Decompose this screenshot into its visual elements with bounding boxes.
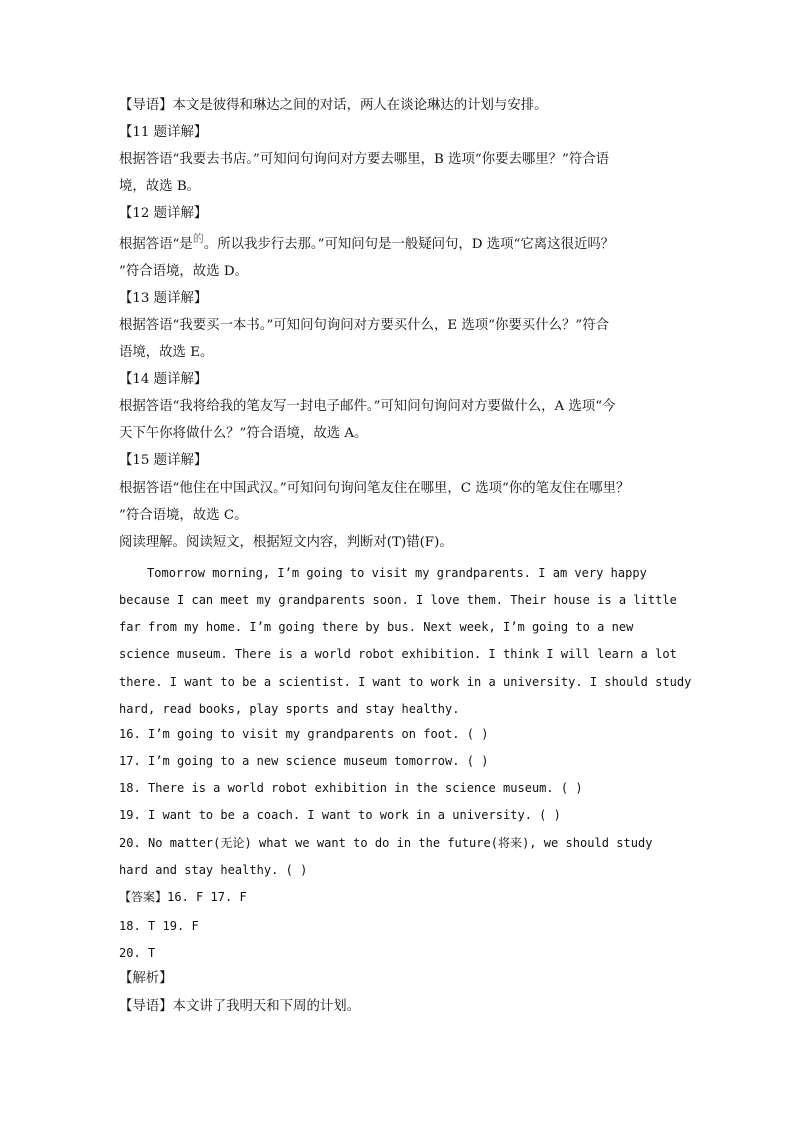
question-20-line-2: hard and stay healthy. ( ) [119, 863, 308, 877]
question-17: 17. I’m going to a new science museum tomorrow. ( ) [119, 754, 489, 768]
q13-heading: 【13 题详解】 [119, 291, 208, 306]
q12-explanation-1 [119, 232, 615, 254]
reading-instructions: 阅读理解。阅读短文，根据短文内容，判断对(T)错(F)。 [119, 535, 453, 550]
q12-raised-char: 的 [192, 232, 204, 245]
passage-line-3: far from my home. I’m going there by bus. Next week, I’m going to a new [119, 620, 634, 634]
passage-line-6: hard, read books, play sports and stay healthy. [119, 702, 460, 716]
q11-explanation-2: 境，故选 B。 [119, 179, 201, 194]
q15-explanation-1: 根据答语“他住在中国武汉。”可知问句询问笔友住在哪里，C 选项“你的笔友住在哪里？ [119, 481, 630, 496]
q11-heading: 【11 题详解】 [119, 125, 208, 140]
answer-line-2: 18. T 19. F [119, 919, 199, 933]
question-16: 16. I’m going to visit my grandparents on foot. ( ) [119, 727, 489, 741]
q14-explanation-2: 天下午你将做什么？”符合语境，故选 A。 [119, 426, 368, 441]
q13-explanation-2: 语境，故选 E。 [119, 345, 214, 360]
q11-explanation-1: 根据答语“我要去书店。”可知问句询问对方要去哪里，B 选项“你要去哪里？”符合语 [119, 152, 610, 167]
q12-heading: 【12 题详解】 [119, 206, 208, 221]
question-18: 18. There is a world robot exhibition in the science museum. ( ) [119, 781, 583, 795]
answer-line-3: 20. T [119, 946, 156, 960]
q12-explanation-2: ”符合语境，故选 D。 [119, 264, 248, 279]
q13-explanation-1: 根据答语“我要买一本书。”可知问句询问对方要买什么，E 选项“你要买什么？”符合 [119, 318, 609, 333]
q12-explanation-1-part-c: 。所以我步行去那。”可知问句是一般疑问句，D 选项“它离这很近吗？ [203, 237, 615, 252]
analysis-heading: 【解析】 [119, 971, 173, 986]
answer-line-1: 【答案】16. F 17. F [119, 890, 247, 904]
passage-line-4: science museum. There is a world robot exhibition. I think I will learn a lot [119, 647, 677, 661]
passage-line-2: because I can meet my grandparents soon. I love them. Their house is a little [119, 593, 677, 607]
passage-line-1: Tomorrow morning, I’m going to visit my grandparents. I am very happy [147, 566, 647, 580]
q12-explanation-1-part-a: 根据答语“是 [119, 237, 193, 252]
passage-line-5: there. I want to be a scientist. I want to work in a university. I should study [119, 675, 692, 689]
intro-line: 【导语】本文是彼得和琳达之间的对话，两人在谈论琳达的计划与安排。 [119, 98, 548, 113]
q14-heading: 【14 题详解】 [119, 372, 208, 387]
q15-explanation-2: ”符合语境，故选 C。 [119, 508, 248, 523]
q15-heading: 【15 题详解】 [119, 453, 208, 468]
q14-explanation-1: 根据答语“我将给我的笔友写一封电子邮件。”可知问句询问对方要做什么，A 选项“今 [119, 399, 616, 414]
question-20-line-1: 20. No matter(无论) what we want to do in the future(将来), we should study [119, 836, 653, 850]
analysis-intro: 【导语】本文讲了我明天和下周的计划。 [119, 999, 361, 1014]
question-19: 19. I want to be a coach. I want to work in a university. ( ) [119, 808, 561, 822]
